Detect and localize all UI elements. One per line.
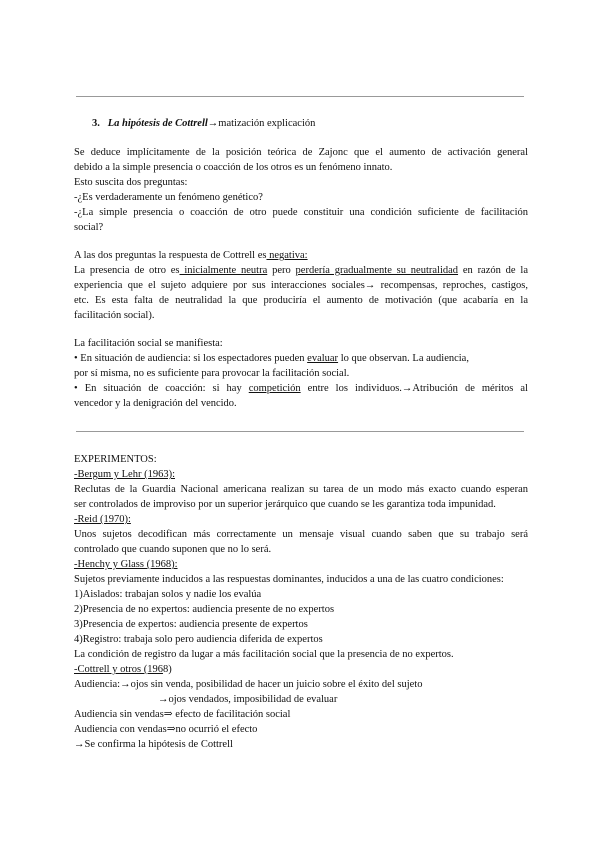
experiment-2-title: -Reid (1970): [74, 514, 131, 525]
experiment-4-line-1: Audiencia:→ojos sin venda, posibilidad de hacer un juicio sobre el éxito del sujeto [74, 679, 423, 690]
experiment-3-condition-4: 4)Registro: trabaja solo pero audiencia diferida de expertos [74, 634, 323, 645]
question-2-cont: social? [74, 222, 104, 233]
top-divider [76, 96, 524, 97]
experiments-title: EXPERIMENTOS: [74, 454, 157, 465]
experiment-1-line-2: ser controlados de improviso por un superior jerárquico que cuando se les garantiza toda impunidad. [74, 499, 496, 510]
experiment-3-line-1: Sujetos previamente inducidos a las respuestas dominantes, inducidos a una de las cuatro condiciones: [74, 574, 504, 585]
section-number: 3. [92, 118, 100, 129]
experiment-4-title: -Cottrell y otros (1968) [74, 664, 172, 675]
manifest-coaction-cont: vencedor y la denigración del vencido. [74, 398, 237, 409]
experiment-3-condition-3: 3)Presencia de expertos: audiencia presente de expertos [74, 619, 308, 630]
answer-line-5: facilitación social). [74, 310, 155, 321]
experiment-2-line-2: controlado que cuando suponen que no lo será. [74, 544, 272, 555]
experiment-4-conclusion: →Se confirma la hipótesis de Cottrell [74, 739, 233, 750]
experiment-3-condition-2: 2)Presencia de no expertos: audiencia presente de no expertos [74, 604, 335, 615]
section-subtitle: →matización explicación [207, 118, 316, 129]
answer-line-1: A las dos preguntas la respuesta de Cottrell es negativa: [74, 250, 308, 261]
answer-line-4: etc. Es esta falta de neutralidad la que produciría el aumento de motivación (que acabaría en la [74, 295, 528, 306]
middle-divider [76, 431, 524, 432]
manifest-audience-cont: por sí misma, no es suficiente para provocar la facilitación social. [74, 368, 350, 379]
experiment-4-line-3: Audiencia sin vendas⇒ efecto de facilitación social [74, 709, 291, 720]
experiment-1-line-1: Reclutas de la Guardia Nacional americana realizan su tarea de un modo más exacto cuando esperan [74, 484, 528, 495]
answer-negative: negativa: [266, 250, 308, 261]
intro-line-1: Se deduce implícitamente de la posición teórica de Zajonc que el aumento de activación general [74, 147, 528, 158]
manifest-coaction: • En situación de coacción: si hay competición entre los individuos.→Atribución de méritos al [74, 383, 528, 394]
experiment-2-line-1: Unos sujetos decodifican más correctamente un mensaje visual cuando saben que su trabajo será [74, 529, 528, 540]
question-2: -¿La simple presencia o coacción de otro puede constituir una condición suficiente de facilitación [74, 207, 528, 218]
question-1: -¿Es verdaderamente un fenómeno genético? [74, 192, 263, 203]
answer-line-2: La presencia de otro es inicialmente neutra pero perdería gradualmente su neutralidad en razón de la [74, 265, 528, 276]
experiment-4-line-2: →ojos vendados, imposibilidad de evaluar [158, 694, 338, 705]
section-heading [92, 116, 546, 131]
experiment-3-conclusion: La condición de registro da lugar a más facilitación social que la presencia de no expertos. [74, 649, 454, 660]
manifest-audience: • En situación de audiencia: si los espectadores pueden evaluar lo que observan. La audiencia, [74, 353, 469, 364]
section-title: La hipótesis de Cottrell [107, 118, 208, 129]
intro-line-2: debido a la simple presencia o coacción de los otros es un fenómeno innato. [74, 162, 393, 173]
intro-line-3: Esto suscita dos preguntas: [74, 177, 188, 188]
experiment-3-title: -Henchy y Glass (1968): [74, 559, 178, 570]
experiment-4-line-4: Audiencia con vendas⇒no ocurrió el efecto [74, 724, 258, 735]
experiment-1-title: -Bergum y Lehr (1963): [74, 469, 175, 480]
experiment-3-condition-1: 1)Aislados: trabajan solos y nadie los evalúa [74, 589, 262, 600]
manifest-heading: La facilitación social se manifiesta: [74, 338, 223, 349]
answer-line-3: experiencia que el sujeto adquiere por sus interacciones sociales→ recompensas, reproches, castigos, [74, 280, 528, 291]
